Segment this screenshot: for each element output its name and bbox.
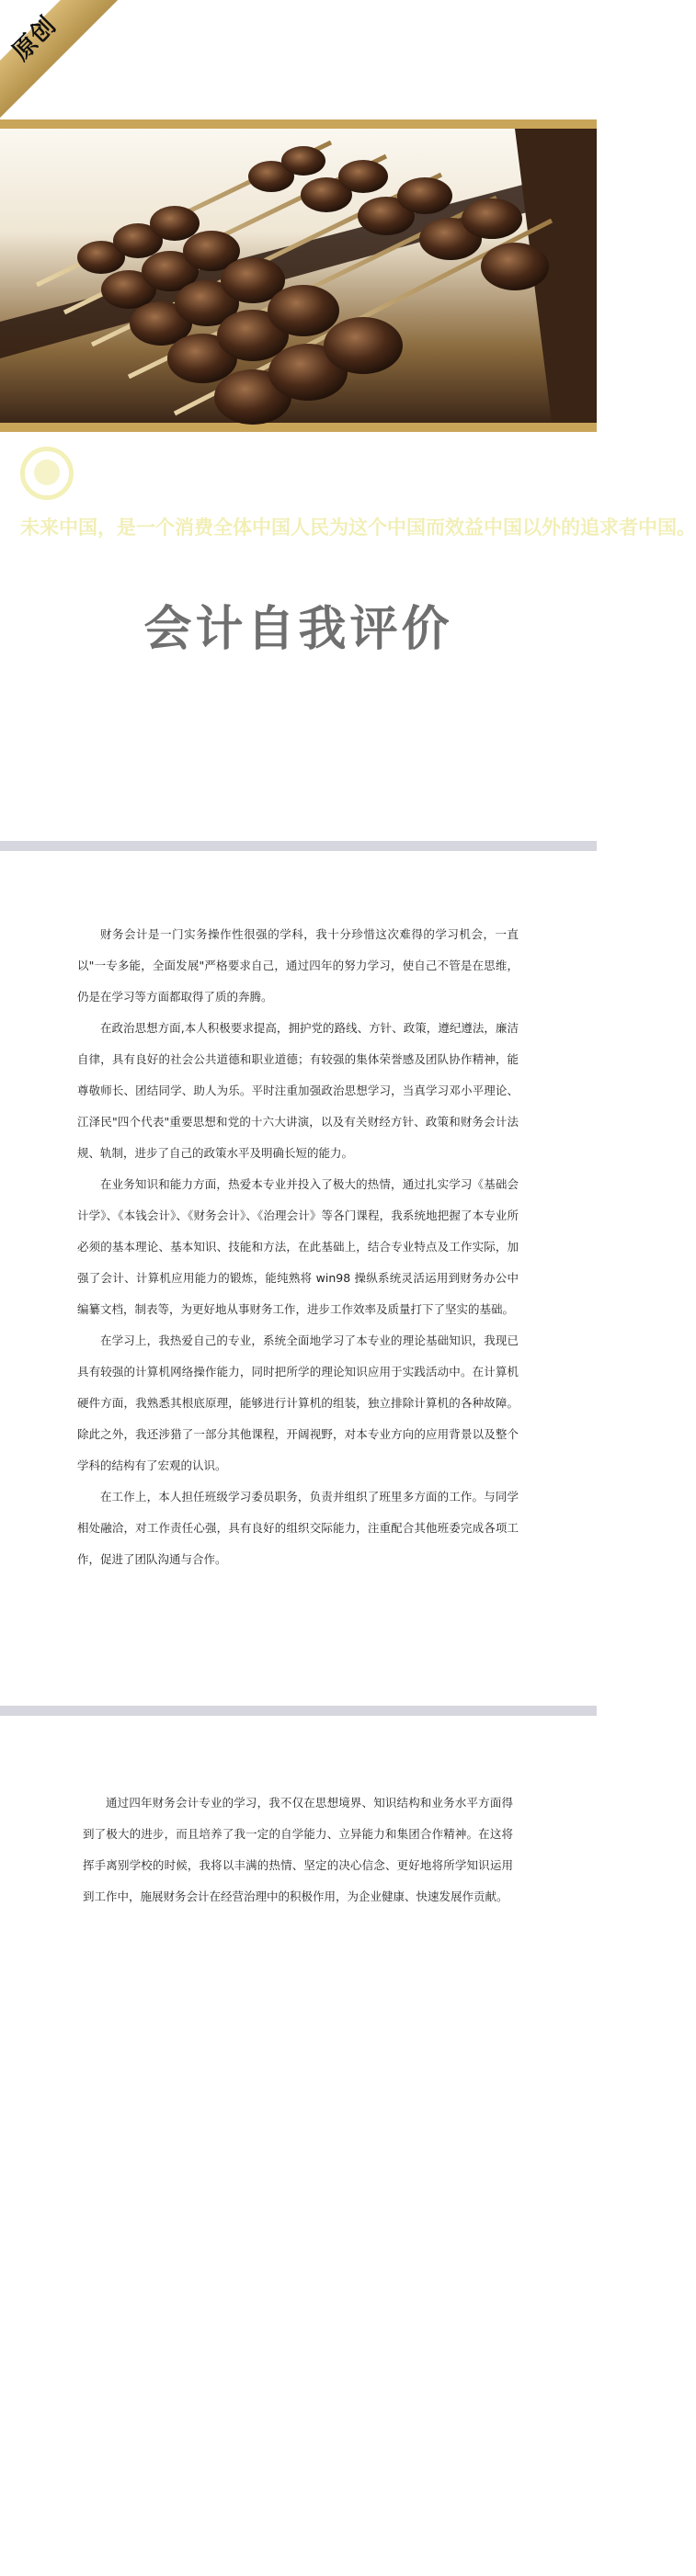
self-evaluation-body xyxy=(77,919,519,1575)
hero-banner xyxy=(0,119,597,432)
paragraph: 在政治思想方面,本人积极要求提高，拥护党的路线、方针、政策，遵纪遵法，廉洁自律，具有良好的社会公共道德和职业道德；有较强的集体荣誉感及团队协作精神，能尊敬师长、团结同学、助人为乐。平时注重加强政治思想学习，当真学习邓小平理论、江泽民"四个代表"重要思想和党的十六大讲演，以及有关财经方针、政策和财务会计法规、轨制，进步了自己的政策水平及明确长短的能力。 xyxy=(77,1021,519,1160)
abacus-photo xyxy=(0,129,597,423)
brand-logo-mark xyxy=(34,460,60,485)
paragraph: 在工作上，本人担任班级学习委员职务，负责并组织了班里多方面的工作。与同学相处融洽，对工作责任心强，具有良好的组织交际能力，注重配合其他班委完成各项工作，促进了团队沟通与合作。 xyxy=(77,1490,519,1566)
page-title: 会计自我评价 xyxy=(143,602,453,657)
original-badge xyxy=(0,0,108,108)
paragraph: 在业务知识和能力方面，热爱本专业并投入了极大的热情，通过扎实学习《基础会计学》、《本钱会计》、《财务会计》、《治理会计》等各门课程，我系统地把握了本专业所必须的基本理论、基本知识、技能和方法，在此基础上，结合专业特点及工作实际，加强了会计、计算机应用能力的锻炼，能纯熟将 win98 操纵系统灵活运用到财务办公中编纂文档，制表等，为更好地从事财务工作，进步工作效率及质量打下了坚实的基础。 xyxy=(77,1177,519,1316)
badge-label: 原创 xyxy=(7,11,63,66)
paragraph: 通过四年财务会计专业的学习，我不仅在思想境界、知识结构和业务水平方面得到了极大的进步，而且培养了我一定的自学能力、立异能力和集团合作精神。在这将挥手离别学校的时候，我将以丰满的热情、坚定的决心信念、更好地将所学知识运用到工作中，施展财务会计在经营治理中的积极作用，为企业健康、快速发展作贡献。 xyxy=(83,1796,513,1903)
conclusion-body xyxy=(83,1787,513,1912)
abacus-illustration xyxy=(0,129,597,423)
badge-ribbon xyxy=(0,0,138,130)
section-divider-middle xyxy=(0,1706,597,1716)
section-divider-top xyxy=(0,841,597,851)
paragraph: 财务会计是一门实务操作性很强的学科，我十分珍惜这次难得的学习机会，一直以"一专多能，全面发展"严格要求自己，通过四年的努力学习，使自己不管是在思维，仍是在学习等方面都取得了质的奔腾。 xyxy=(77,927,519,1004)
brand-logo xyxy=(20,447,74,500)
brand-tagline: 未来中国，是一个消费全体中国人民为这个中国而效益中国以外的追求者中国。 xyxy=(20,516,696,539)
paragraph: 在学习上，我热爱自己的专业，系统全面地学习了本专业的理论基础知识，我现已具有较强的计算机网络操作能力，同时把所学的理论知识应用于实践活动中。在计算机硬件方面，我熟悉其根底原理，能够进行计算机的组装，独立排除计算机的各种故障。除此之外，我还涉猎了一部分其他课程，开阔视野，对本专业方向的应用背景以及整个学科的结构有了宏观的认识。 xyxy=(77,1333,519,1472)
